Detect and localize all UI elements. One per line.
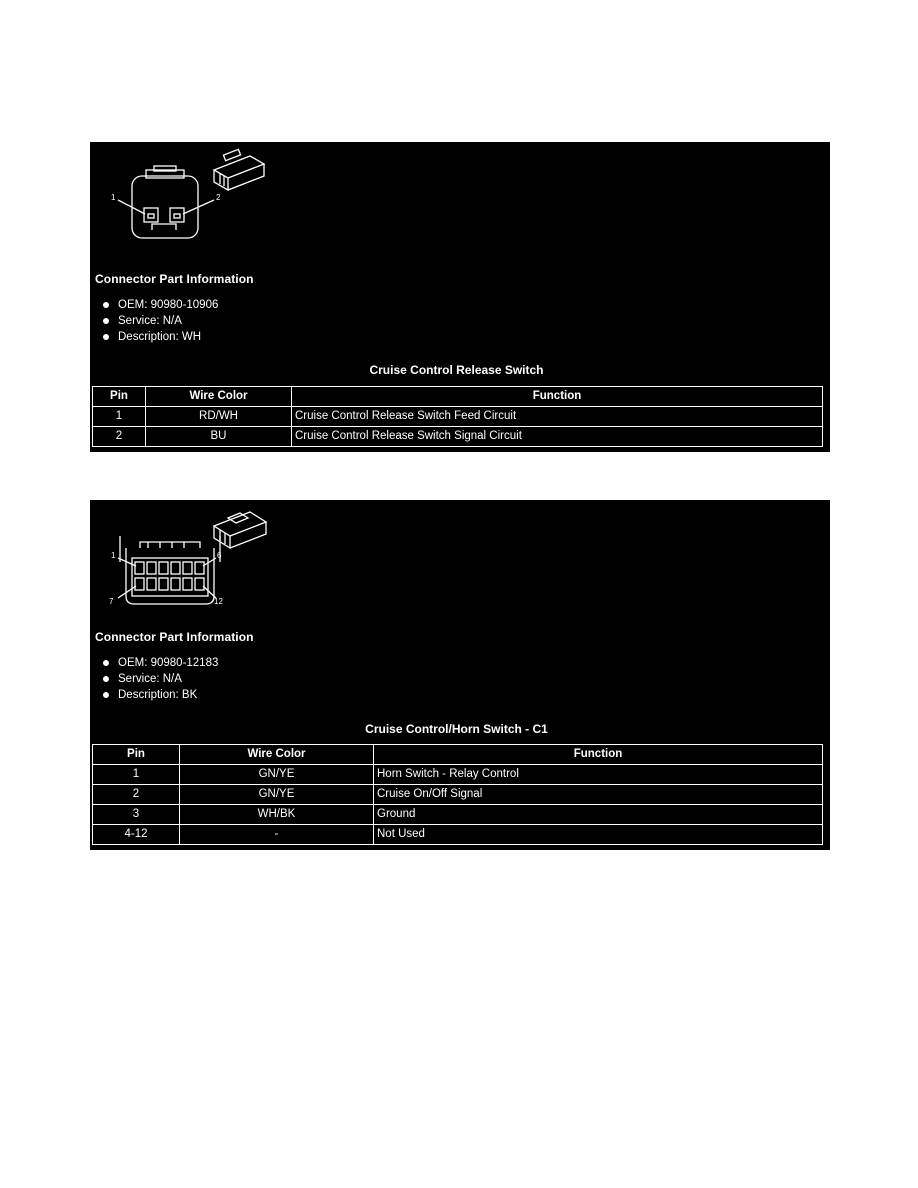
connector-thumbnail-icon — [214, 149, 264, 190]
cell-wire-color: GN/YE — [180, 785, 374, 805]
pin-label-7: 7 — [109, 597, 114, 606]
pinout-table — [92, 386, 823, 447]
connector-info-title: Connector Part Information — [95, 272, 254, 286]
info-item-service: Service: N/A — [90, 671, 218, 687]
connector-panel-release-switch — [90, 142, 830, 452]
connector-info-list — [90, 297, 218, 345]
pin-cavity-2 — [170, 208, 184, 222]
table-row — [93, 805, 823, 825]
table-title: Cruise Control/Horn Switch - C1 — [365, 722, 548, 736]
pin-1-leader — [118, 558, 136, 566]
table-header-row — [93, 745, 823, 765]
pin-label-1: 1 — [111, 193, 116, 202]
connector-latch — [140, 542, 200, 548]
table-row — [93, 427, 823, 447]
cell-wire-color: WH/BK — [180, 805, 374, 825]
cell-wire-color: BU — [146, 427, 292, 447]
cell-wire-color: - — [180, 825, 374, 845]
header-function: Function — [292, 387, 823, 407]
bullet-icon — [103, 318, 109, 324]
cell-pin: 1 — [93, 407, 146, 427]
bullet-icon — [103, 334, 109, 340]
table-row — [93, 407, 823, 427]
connector-info-list — [90, 655, 218, 703]
info-item-oem: OEM: 90980-10906 — [90, 297, 218, 313]
pin-label-12: 12 — [214, 597, 223, 606]
pin-cavities-top-row — [135, 562, 204, 574]
table-title: Cruise Control Release Switch — [369, 363, 544, 377]
bullet-icon — [103, 676, 109, 682]
info-item-description: Description: WH — [90, 329, 218, 345]
cell-function: Not Used — [374, 825, 823, 845]
pinout-table — [92, 744, 823, 845]
header-function: Function — [374, 745, 823, 765]
cell-wire-color: RD/WH — [146, 407, 292, 427]
header-pin: Pin — [93, 387, 146, 407]
header-wire-color: Wire Color — [180, 745, 374, 765]
info-item-service: Service: N/A — [90, 313, 218, 329]
table-header-row — [93, 387, 823, 407]
info-item-oem: OEM: 90980-12183 — [90, 655, 218, 671]
pin-label-2: 2 — [216, 193, 221, 202]
bullet-icon — [103, 660, 109, 666]
cell-pin: 4-12 — [93, 825, 180, 845]
connector-diagram-release-switch — [90, 142, 290, 252]
cell-pin: 2 — [93, 427, 146, 447]
pin-cavity-1 — [144, 208, 158, 222]
pin-label-1: 1 — [111, 551, 116, 560]
pin-terminal-2 — [174, 214, 180, 218]
pin-label-6: 6 — [217, 551, 222, 560]
bullet-icon — [103, 692, 109, 698]
table-row — [93, 765, 823, 785]
header-wire-color: Wire Color — [146, 387, 292, 407]
connector-panel-horn-switch — [90, 500, 830, 850]
cell-function: Cruise On/Off Signal — [374, 785, 823, 805]
pin-terminal-1 — [148, 214, 154, 218]
cell-function: Cruise Control Release Switch Feed Circuit — [292, 407, 823, 427]
table-row — [93, 785, 823, 805]
connector-thumbnail-icon — [214, 512, 266, 548]
connector-body — [132, 176, 198, 238]
header-pin: Pin — [93, 745, 180, 765]
info-item-description: Description: BK — [90, 687, 218, 703]
connector-diagram-horn-switch — [90, 500, 290, 610]
pin-cavities-bottom-row — [135, 578, 204, 590]
connector-info-title: Connector Part Information — [95, 630, 254, 644]
table-row — [93, 825, 823, 845]
cell-pin: 2 — [93, 785, 180, 805]
cell-pin: 3 — [93, 805, 180, 825]
cell-pin: 1 — [93, 765, 180, 785]
cell-wire-color: GN/YE — [180, 765, 374, 785]
cell-function: Ground — [374, 805, 823, 825]
cell-function: Cruise Control Release Switch Signal Circuit — [292, 427, 823, 447]
bullet-icon — [103, 302, 109, 308]
connector-groove — [152, 224, 176, 230]
cell-function: Horn Switch - Relay Control — [374, 765, 823, 785]
